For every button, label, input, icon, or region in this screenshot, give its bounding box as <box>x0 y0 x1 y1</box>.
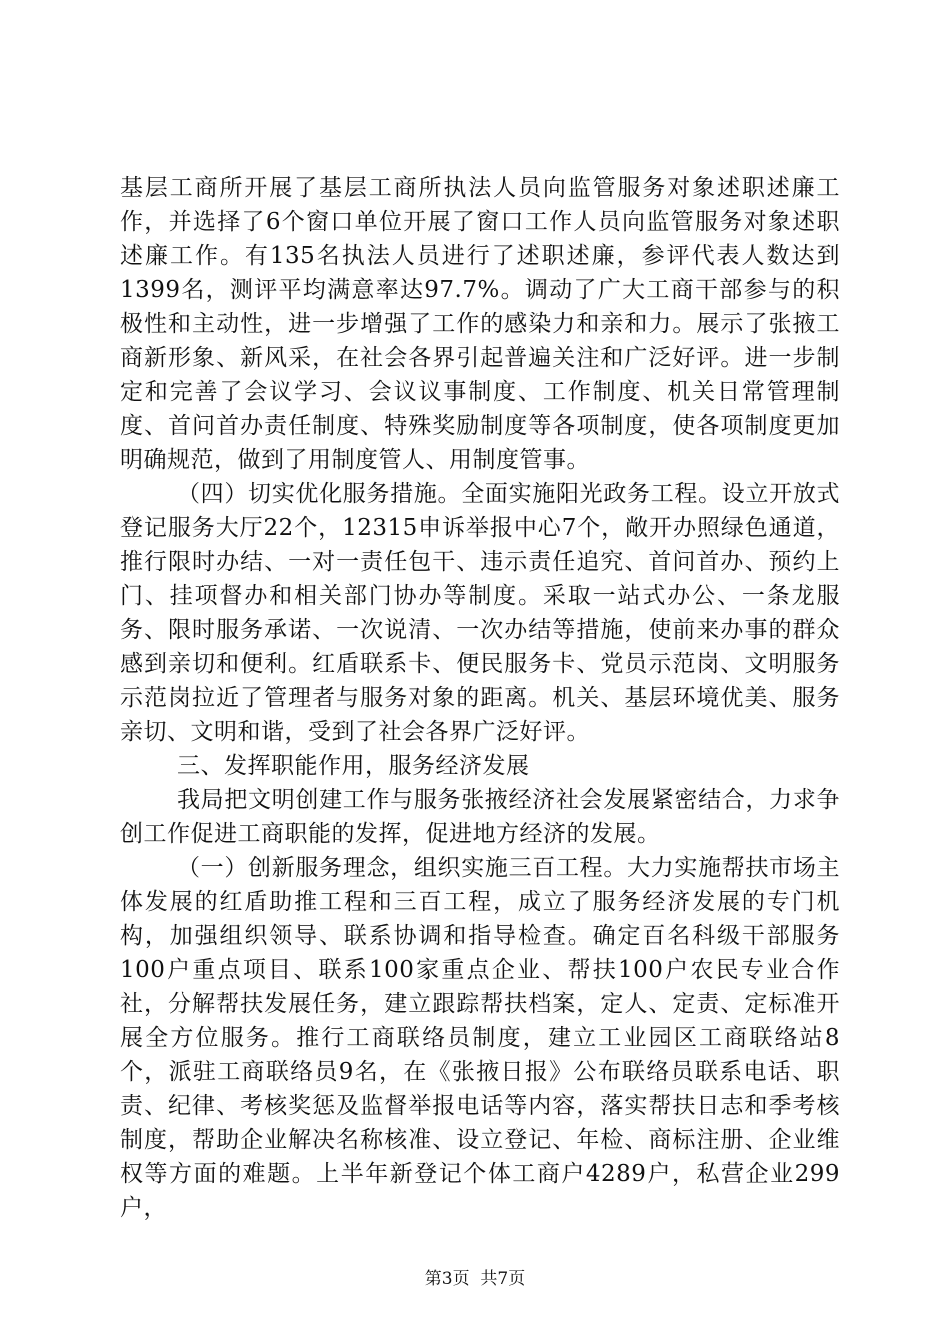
page-footer <box>0 1268 950 1290</box>
paragraph-three-hundred-project: （一）创新服务理念，组织实施三百工程。大力实施帮扶市场主体发展的红盾助推工程和三百工程，成立了服务经济发展的专门机构，加强组织领导、联系协调和指导检查。确定百名科级干部服务100户重点项目、联系100家重点企业、帮扶100户农民专业合作社，分解帮扶发展任务，建立跟踪帮扶档案，定人、定责、定标准开展全方位服务。推行工商联络员制度，建立工业园区工商联络站8个，派驻工商联络员9名，在《张掖日报》公布联络员联系电话、职责、纪律、考核奖惩及监督举报电话等内容，落实帮扶日志和季考核制度，帮助企业解决名称核准、设立登记、年检、商标注册、企业维权等方面的难题。上半年新登记个体工商户4289户，私营企业299户， <box>120 855 840 1221</box>
page-number-label: 第3页 共7页 <box>424 1269 526 1289</box>
document-body <box>120 171 840 1225</box>
section-heading-economic-service: 三、发挥职能作用，服务经济发展 <box>177 753 530 779</box>
paragraph-civilization-building: 我局把文明创建工作与服务张掖经济社会发展紧密结合，力求争创工作促进工商职能的发挥，促进地方经济的发展。 <box>120 787 840 847</box>
paragraph-optimize-service: （四）切实优化服务措施。全面实施阳光政务工程。设立开放式登记服务大厅22个，12315申诉举报中心7个，敞开办照绿色通道，推行限时办结、一对一责任包干、违示责任追究、首问首办、预约上门、挂项督办和相关部门协办等制度。采取一站式办公、一条龙服务、限时服务承诺、一次说清、一次办结等措施，使前来办事的群众感到亲切和便利。红盾联系卡、便民服务卡、党员示范岗、文明服务示范岗拉近了管理者与服务对象的距离。机关、基层环境优美、服务亲切、文明和谐，受到了社会各界广泛好评。 <box>120 481 840 745</box>
paragraph-supervision-reporting: 基层工商所开展了基层工商所执法人员向监管服务对象述职述廉工作，并选择了6个窗口单位开展了窗口工作人员向监管服务对象述职述廉工作。有135名执法人员进行了述职述廉，参评代表人数达到1399名，测评平均满意率达97.7%。调动了广大工商干部参与的积极性和主动性，进一步增强了工作的感染力和亲和力。展示了张掖工商新形象、新风采，在社会各界引起普遍关注和广泛好评。进一步制定和完善了会议学习、会议议事制度、工作制度、机关日常管理制度、首问首办责任制度、特殊奖励制度等各项制度，使各项制度更加明确规范，做到了用制度管人、用制度管事。 <box>120 175 840 473</box>
